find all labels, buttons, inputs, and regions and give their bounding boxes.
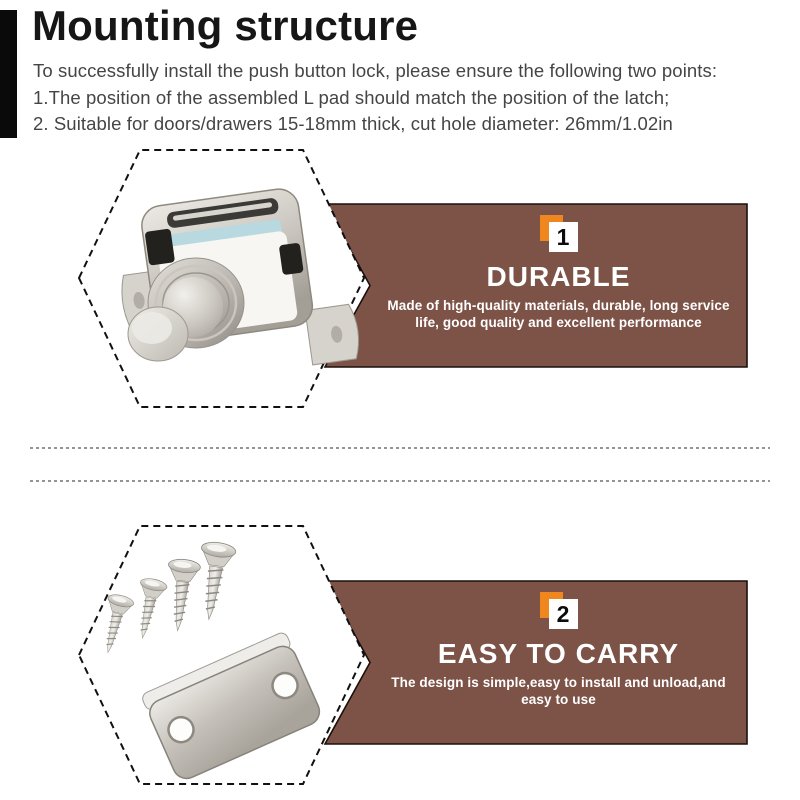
intro-text: To successfully install the push button lock, please ensure the following two points: bbox=[33, 60, 718, 81]
feature-heading-2: EASY TO CARRY bbox=[437, 638, 680, 669]
step-badge-1 bbox=[540, 215, 578, 252]
badge-number-2: 2 bbox=[549, 599, 578, 629]
instruction-point-1: 1.The position of the assembled L pad should match the position of the latch; bbox=[33, 87, 670, 108]
page-title: Mounting structure bbox=[32, 2, 419, 49]
instruction-point-2: 2. Suitable for doors/drawers 15-18mm thick, cut hole diameter: 26mm/1.02in bbox=[33, 113, 673, 134]
badge-number-1: 1 bbox=[549, 222, 578, 252]
feature-section-2 bbox=[370, 581, 747, 744]
feature-section-1 bbox=[370, 204, 747, 367]
feature-description-1: Made of high-quality materials, durable, long service life, good quality and excellent performance bbox=[387, 298, 730, 330]
step-badge-2 bbox=[540, 592, 578, 629]
feature-heading-1: DURABLE bbox=[486, 261, 631, 292]
feature-description-2: The design is simple,easy to install and unload,and easy to use bbox=[391, 675, 726, 707]
